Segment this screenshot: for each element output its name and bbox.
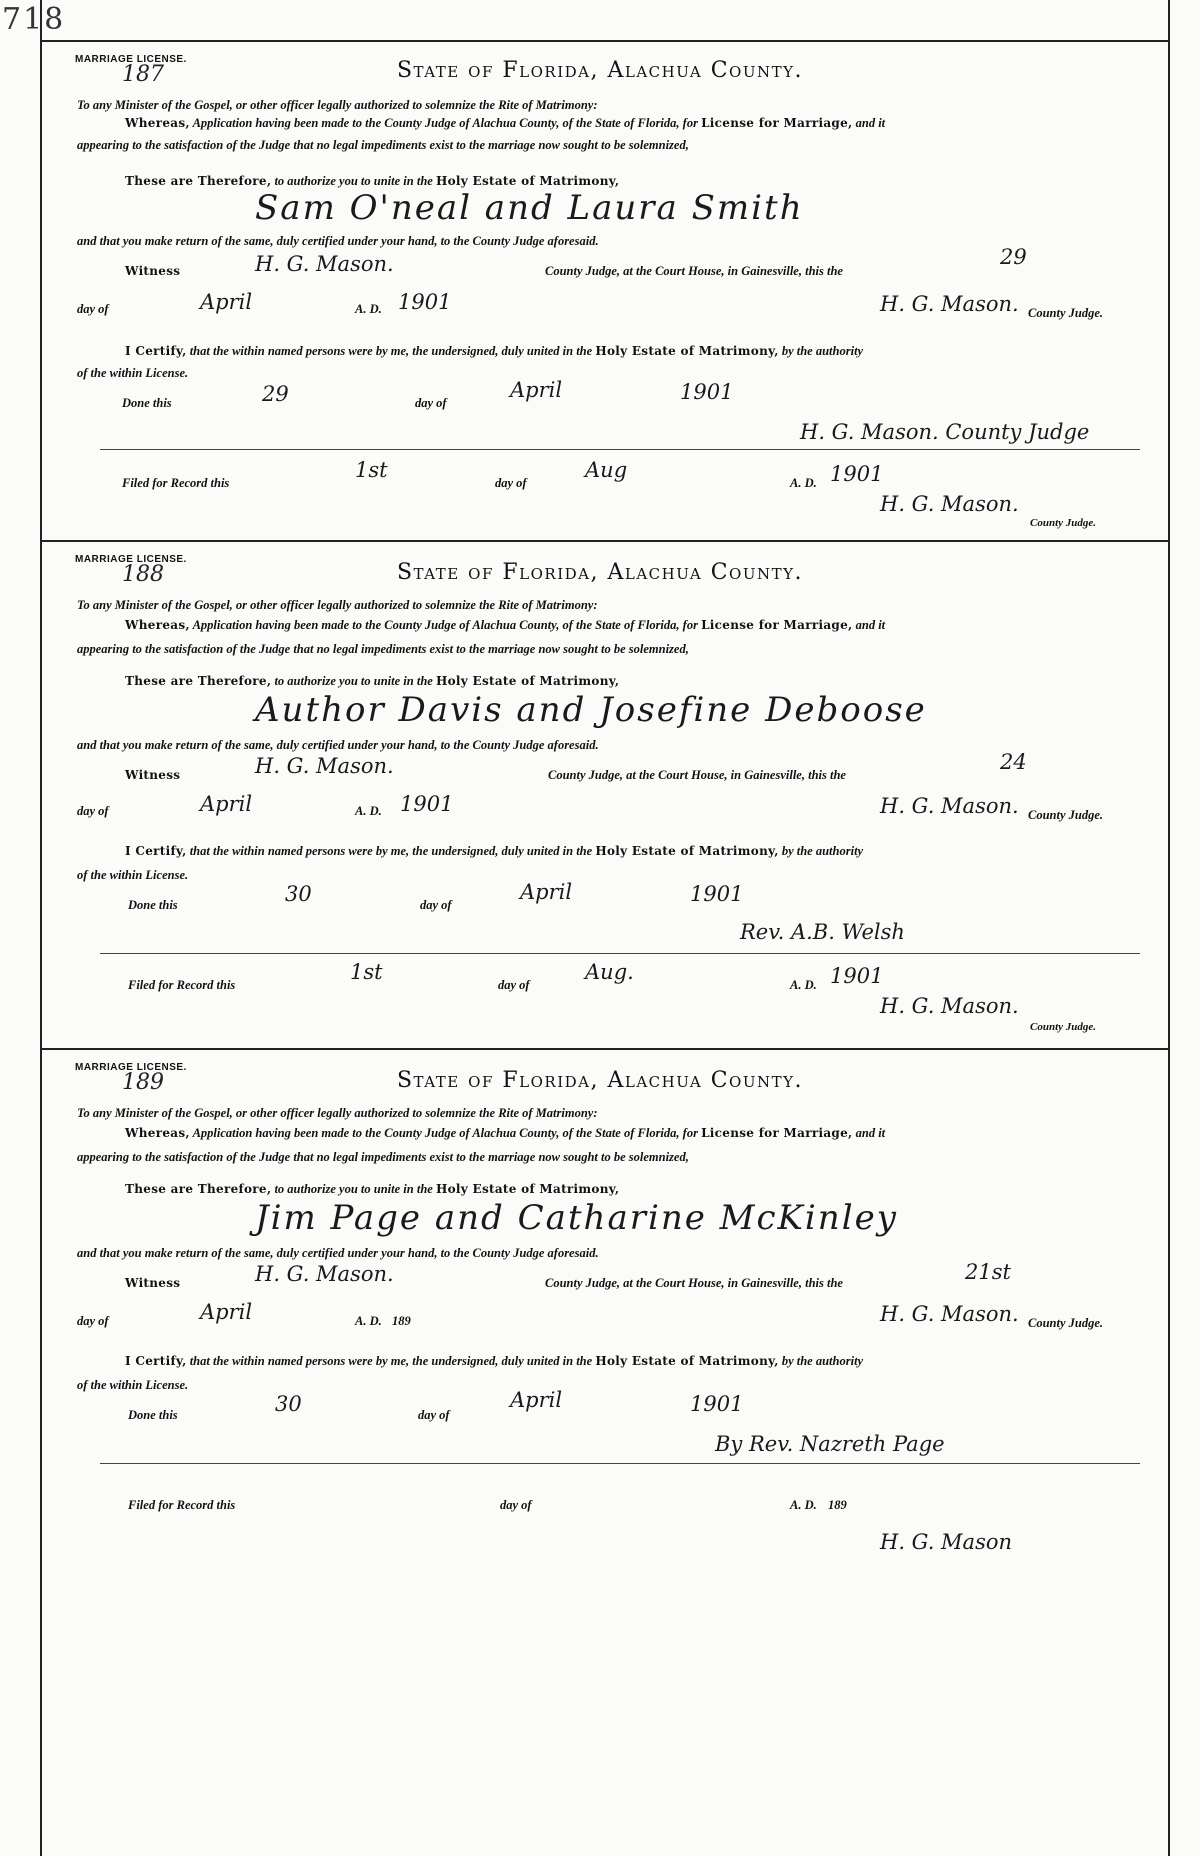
issue-day: 21st — [965, 1260, 1011, 1284]
filed-divider — [100, 952, 1140, 954]
done-month: April — [520, 880, 573, 904]
whereas-text: Application having been made to the County Judge of Alachua County, of the State of Florida, for — [192, 1126, 698, 1140]
witness-signature: H. G. Mason. — [255, 1262, 394, 1286]
and-it: and it — [855, 116, 886, 130]
license-header: MARRIAGE LICENSE. — [75, 1062, 187, 1073]
day-of-label: day of — [77, 804, 109, 818]
county-judge-label: County Judge. — [1028, 306, 1104, 320]
these-word: These are Therefore, — [125, 174, 272, 188]
by-authority: by the authority — [781, 844, 864, 858]
done-day: 30 — [285, 882, 312, 906]
whereas-word: Whereas, — [125, 618, 190, 632]
to-any-line: To any Minister of the Gospel, or other officer legally authorized to solemnize the Rite of Matrimony: — [77, 98, 598, 112]
certify-text: that the within named persons were by me, the undersigned, duly united in the — [189, 1354, 593, 1368]
certify-text: that the within named persons were by me, the undersigned, duly united in the — [189, 344, 593, 358]
certify-text: that the within named persons were by me, the undersigned, duly united in the — [189, 844, 593, 858]
filed-divider — [100, 1462, 1140, 1464]
return-line: and that you make return of the same, duly certified under your hand, to the County Judge aforesaid. — [77, 234, 599, 248]
couple-names: Sam O'neal and Laura Smith — [255, 188, 804, 228]
issue-year: 1901 — [400, 792, 454, 816]
return-line: and that you make return of the same, duly certified under your hand, to the County Judge aforesaid. — [77, 1246, 599, 1260]
filed-county-judge: County Judge. — [1030, 1021, 1097, 1033]
done-month: April — [510, 378, 563, 402]
witness-signature: H. G. Mason. — [255, 754, 394, 778]
county-judge-court: County Judge, at the Court House, in Gainesville, this the — [548, 768, 846, 782]
whereas-word: Whereas, — [125, 1126, 190, 1140]
filed-signature: H. G. Mason. — [880, 994, 1019, 1018]
filed-ad: A. D. — [790, 1498, 817, 1512]
state-title: State of Florida, Alachua County. — [396, 1068, 804, 1093]
whereas-text: Application having been made to the County Judge of Alachua County, of the State of Florida, for — [192, 116, 698, 130]
and-it: and it — [855, 1126, 886, 1140]
these-line — [125, 1180, 1140, 1198]
these-line — [125, 672, 1140, 690]
done-year: 1901 — [690, 882, 744, 906]
issue-year: 189 — [392, 1314, 411, 1328]
state-title: State of Florida, Alachua County. — [396, 58, 804, 83]
within-license: of the within License. — [77, 366, 189, 380]
license-separator — [40, 540, 1170, 542]
certify-word: I Certify, — [125, 1354, 187, 1368]
license-header: MARRIAGE LICENSE. — [75, 54, 187, 65]
county-judge-court: County Judge, at the Court House, in Gainesville, this the — [545, 1276, 843, 1290]
and-it: and it — [855, 618, 886, 632]
return-line: and that you make return of the same, duly certified under your hand, to the County Judge aforesaid. — [77, 738, 599, 752]
witness-word: Witness — [125, 1276, 181, 1290]
filed-day-of: day of — [495, 476, 527, 490]
officiant-signature: By Rev. Nazreth Page — [715, 1432, 945, 1456]
filed-signature: H. G. Mason. — [880, 492, 1019, 516]
filed-day-of: day of — [498, 978, 530, 992]
done-day: 29 — [262, 382, 289, 406]
license-number: 188 — [122, 562, 164, 587]
whereas-line — [125, 114, 1140, 132]
holy-estate: Holy Estate of Matrimony, — [435, 674, 620, 688]
authorize-text: to authorize you to unite in the — [274, 174, 433, 188]
filed-year: 189 — [828, 1498, 847, 1512]
done-this-label: Done this — [122, 396, 172, 410]
issue-month: April — [200, 1300, 253, 1324]
appearing-line: appearing to the satisfaction of the Judge that no legal impediments exist to the marriage now sought to be solemnized, — [77, 138, 689, 152]
license-header: MARRIAGE LICENSE. — [75, 554, 187, 565]
whereas-word: Whereas, — [125, 116, 190, 130]
authorize-text: to authorize you to unite in the — [274, 1182, 433, 1196]
certify-word: I Certify, — [125, 844, 187, 858]
officiant-signature: H. G. Mason. County Judge — [800, 420, 1090, 444]
filed-label: Filed for Record this — [128, 1498, 236, 1512]
witness-word: Witness — [125, 264, 181, 278]
filed-day-of: day of — [500, 1498, 532, 1512]
issue-month: April — [200, 290, 253, 314]
day-of-label: day of — [77, 302, 109, 316]
filed-day: 1st — [350, 960, 383, 984]
judge-signature: H. G. Mason. — [880, 1302, 1019, 1326]
these-word: These are Therefore, — [125, 674, 272, 688]
license-word: License for Marriage, — [701, 116, 853, 130]
issue-day: 29 — [1000, 245, 1027, 269]
issue-year: 1901 — [398, 290, 452, 314]
filed-label: Filed for Record this — [128, 978, 236, 992]
these-word: These are Therefore, — [125, 1182, 272, 1196]
authorize-text: to authorize you to unite in the — [274, 674, 433, 688]
filed-year: 1901 — [830, 462, 884, 486]
filed-ad: A. D. — [790, 978, 817, 992]
filed-day: 1st — [355, 458, 388, 482]
whereas-line — [125, 1124, 1140, 1142]
issue-month: April — [200, 792, 253, 816]
done-this-label: Done this — [128, 1408, 178, 1422]
filed-month: Aug. — [585, 960, 634, 984]
officiant-signature: Rev. A.B. Welsh — [740, 920, 905, 944]
filed-month: Aug — [585, 458, 628, 482]
couple-names: Author Davis and Josefine Deboose — [255, 690, 927, 730]
issue-day: 24 — [1000, 750, 1027, 774]
ad-label: A. D. — [355, 302, 382, 316]
ad-label: A. D. — [355, 1314, 382, 1328]
to-any-line: To any Minister of the Gospel, or other officer legally authorized to solemnize the Rite of Matrimony: — [77, 598, 598, 612]
state-title: State of Florida, Alachua County. — [396, 560, 804, 585]
done-month: April — [510, 1388, 563, 1412]
holy-estate: Holy Estate of Matrimony, — [595, 344, 779, 358]
holy-estate: Holy Estate of Matrimony, — [595, 1354, 779, 1368]
witness-word: Witness — [125, 768, 181, 782]
appearing-line: appearing to the satisfaction of the Judge that no legal impediments exist to the marriage now sought to be solemnized, — [77, 642, 689, 656]
done-day-of: day of — [418, 1408, 450, 1422]
certify-line — [125, 342, 1140, 360]
holy-estate: Holy Estate of Matrimony, — [595, 844, 779, 858]
day-of-label: day of — [77, 1314, 109, 1328]
done-this-label: Done this — [128, 898, 178, 912]
left-margin-rule — [40, 0, 42, 1856]
by-authority: by the authority — [781, 344, 864, 358]
done-year: 1901 — [690, 1392, 744, 1416]
license-word: License for Marriage, — [701, 618, 853, 632]
whereas-line — [125, 616, 1140, 634]
county-judge-label: County Judge. — [1028, 1316, 1104, 1330]
certify-word: I Certify, — [125, 344, 187, 358]
holy-estate: Holy Estate of Matrimony, — [435, 1182, 620, 1196]
judge-signature: H. G. Mason. — [880, 794, 1019, 818]
license-number: 187 — [122, 62, 164, 87]
certify-line — [125, 842, 1140, 860]
filed-ad: A. D. — [790, 476, 817, 490]
done-year: 1901 — [680, 380, 734, 404]
filed-signature: H. G. Mason — [880, 1530, 1013, 1554]
done-day-of: day of — [420, 898, 452, 912]
holy-estate: Holy Estate of Matrimony, — [435, 174, 620, 188]
done-day: 30 — [275, 1392, 302, 1416]
certify-line — [125, 1352, 1140, 1370]
license-number: 189 — [122, 1070, 164, 1095]
within-license: of the within License. — [77, 1378, 189, 1392]
done-day-of: day of — [415, 396, 447, 410]
right-margin-rule — [1168, 0, 1170, 1856]
filed-year: 1901 — [830, 964, 884, 988]
ad-label: A. D. — [355, 804, 382, 818]
license-separator — [40, 1048, 1170, 1050]
filed-label: Filed for Record this — [122, 476, 230, 490]
appearing-line: appearing to the satisfaction of the Judge that no legal impediments exist to the marriage now sought to be solemnized, — [77, 1150, 689, 1164]
witness-signature: H. G. Mason. — [255, 252, 394, 276]
county-judge-label: County Judge. — [1028, 808, 1104, 822]
to-any-line: To any Minister of the Gospel, or other officer legally authorized to solemnize the Rite of Matrimony: — [77, 1106, 598, 1120]
filed-divider — [100, 448, 1140, 450]
judge-signature: H. G. Mason. — [880, 292, 1019, 316]
top-rule — [40, 40, 1170, 42]
by-authority: by the authority — [781, 1354, 864, 1368]
page-number: 718 — [2, 2, 66, 37]
within-license: of the within License. — [77, 868, 189, 882]
county-judge-court: County Judge, at the Court House, in Gainesville, this the — [545, 264, 843, 278]
license-word: License for Marriage, — [701, 1126, 853, 1140]
whereas-text: Application having been made to the County Judge of Alachua County, of the State of Florida, for — [192, 618, 698, 632]
couple-names: Jim Page and Catharine McKinley — [255, 1198, 898, 1238]
filed-county-judge: County Judge. — [1030, 517, 1097, 529]
